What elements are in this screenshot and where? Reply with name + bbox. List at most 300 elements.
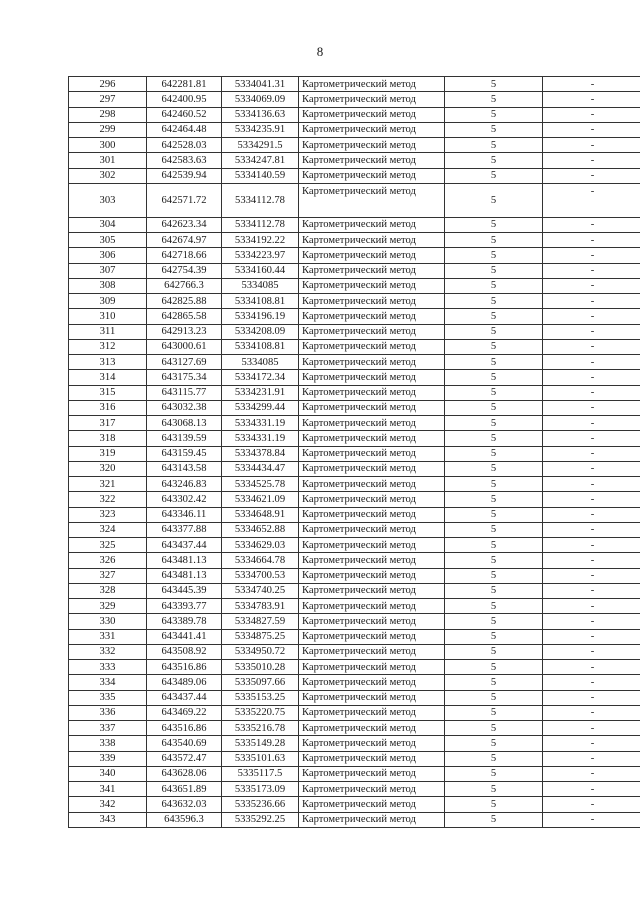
- y-coordinate-cell: 5334664.78: [222, 553, 299, 568]
- y-coordinate-cell: 5334112.78: [222, 217, 299, 232]
- point-number-cell: 336: [69, 705, 147, 720]
- point-number-cell: 309: [69, 294, 147, 309]
- y-coordinate-cell: 5334085: [222, 278, 299, 293]
- point-number-cell: 313: [69, 355, 147, 370]
- point-number-cell: 318: [69, 431, 147, 446]
- method-cell: Картометрический метод: [299, 797, 445, 812]
- point-number-cell: 306: [69, 248, 147, 263]
- y-coordinate-cell: 5334331.19: [222, 431, 299, 446]
- point-number-cell: 340: [69, 766, 147, 781]
- x-coordinate-cell: 643628.06: [147, 766, 222, 781]
- note-cell: -: [543, 766, 640, 781]
- point-number-cell: 305: [69, 233, 147, 248]
- x-coordinate-cell: 643651.89: [147, 782, 222, 797]
- point-number-cell: 307: [69, 263, 147, 278]
- accuracy-cell: 5: [445, 339, 543, 354]
- method-cell: Картометрический метод: [299, 507, 445, 522]
- x-coordinate-cell: 643068.13: [147, 416, 222, 431]
- point-number-cell: 303: [69, 183, 147, 217]
- x-coordinate-cell: 642825.88: [147, 294, 222, 309]
- table-row: [69, 614, 640, 629]
- y-coordinate-cell: 5334231.91: [222, 385, 299, 400]
- x-coordinate-cell: 643159.45: [147, 446, 222, 461]
- accuracy-cell: 5: [445, 553, 543, 568]
- y-coordinate-cell: 5335149.28: [222, 736, 299, 751]
- method-cell: Картометрический метод: [299, 339, 445, 354]
- y-coordinate-cell: 5334740.25: [222, 583, 299, 598]
- note-cell: -: [543, 309, 640, 324]
- note-cell: -: [543, 400, 640, 415]
- accuracy-cell: 5: [445, 568, 543, 583]
- accuracy-cell: 5: [445, 431, 543, 446]
- method-cell: Картометрический метод: [299, 705, 445, 720]
- note-cell: -: [543, 812, 640, 827]
- point-number-cell: 326: [69, 553, 147, 568]
- method-cell: Картометрический метод: [299, 629, 445, 644]
- point-number-cell: 324: [69, 522, 147, 537]
- y-coordinate-cell: 5334112.78: [222, 183, 299, 217]
- y-coordinate-cell: 5335220.75: [222, 705, 299, 720]
- x-coordinate-cell: 643393.77: [147, 599, 222, 614]
- note-cell: -: [543, 538, 640, 553]
- table-row: [69, 153, 640, 168]
- method-cell: Картометрический метод: [299, 736, 445, 751]
- table-row: [69, 309, 640, 324]
- method-cell: Картометрический метод: [299, 766, 445, 781]
- table-row: [69, 522, 640, 537]
- accuracy-cell: 5: [445, 599, 543, 614]
- y-coordinate-cell: 5334235.91: [222, 122, 299, 137]
- method-cell: Картометрический метод: [299, 599, 445, 614]
- note-cell: -: [543, 431, 640, 446]
- note-cell: -: [543, 138, 640, 153]
- point-number-cell: 299: [69, 122, 147, 137]
- point-number-cell: 321: [69, 477, 147, 492]
- accuracy-cell: 5: [445, 690, 543, 705]
- point-number-cell: 315: [69, 385, 147, 400]
- note-cell: -: [543, 477, 640, 492]
- x-coordinate-cell: 643127.69: [147, 355, 222, 370]
- point-number-cell: 337: [69, 721, 147, 736]
- note-cell: -: [543, 153, 640, 168]
- x-coordinate-cell: 643389.78: [147, 614, 222, 629]
- y-coordinate-cell: 5335010.28: [222, 660, 299, 675]
- point-number-cell: 342: [69, 797, 147, 812]
- point-number-cell: 319: [69, 446, 147, 461]
- x-coordinate-cell: 643516.86: [147, 721, 222, 736]
- accuracy-cell: 5: [445, 461, 543, 476]
- method-cell: Картометрический метод: [299, 446, 445, 461]
- point-number-cell: 331: [69, 629, 147, 644]
- y-coordinate-cell: 5334223.97: [222, 248, 299, 263]
- note-cell: -: [543, 183, 640, 217]
- table-row: [69, 324, 640, 339]
- method-cell: Картометрический метод: [299, 644, 445, 659]
- method-cell: Картометрический метод: [299, 183, 445, 217]
- y-coordinate-cell: 5334648.91: [222, 507, 299, 522]
- table-row: [69, 583, 640, 598]
- x-coordinate-cell: 643139.59: [147, 431, 222, 446]
- accuracy-cell: 5: [445, 122, 543, 137]
- x-coordinate-cell: 642913.23: [147, 324, 222, 339]
- table-row: [69, 263, 640, 278]
- x-coordinate-cell: 643441.41: [147, 629, 222, 644]
- y-coordinate-cell: 5334652.88: [222, 522, 299, 537]
- accuracy-cell: 5: [445, 263, 543, 278]
- x-coordinate-cell: 643437.44: [147, 538, 222, 553]
- table-row: [69, 77, 640, 92]
- table-row: [69, 339, 640, 354]
- x-coordinate-cell: 643377.88: [147, 522, 222, 537]
- method-cell: Картометрический метод: [299, 690, 445, 705]
- note-cell: -: [543, 644, 640, 659]
- y-coordinate-cell: 5335153.25: [222, 690, 299, 705]
- accuracy-cell: 5: [445, 92, 543, 107]
- x-coordinate-cell: 642528.03: [147, 138, 222, 153]
- table-row: [69, 355, 640, 370]
- accuracy-cell: 5: [445, 782, 543, 797]
- method-cell: Картометрический метод: [299, 431, 445, 446]
- point-number-cell: 327: [69, 568, 147, 583]
- accuracy-cell: 5: [445, 644, 543, 659]
- table-row: [69, 690, 640, 705]
- note-cell: -: [543, 370, 640, 385]
- method-cell: Картометрический метод: [299, 477, 445, 492]
- point-number-cell: 325: [69, 538, 147, 553]
- note-cell: -: [543, 721, 640, 736]
- x-coordinate-cell: 642539.94: [147, 168, 222, 183]
- table-row: [69, 217, 640, 232]
- accuracy-cell: 5: [445, 583, 543, 598]
- note-cell: -: [543, 217, 640, 232]
- accuracy-cell: 5: [445, 400, 543, 415]
- point-number-cell: 300: [69, 138, 147, 153]
- table-row: [69, 400, 640, 415]
- table-row: [69, 183, 640, 217]
- accuracy-cell: 5: [445, 385, 543, 400]
- accuracy-cell: 5: [445, 522, 543, 537]
- method-cell: Картометрический метод: [299, 675, 445, 690]
- table-row: [69, 122, 640, 137]
- note-cell: -: [543, 278, 640, 293]
- y-coordinate-cell: 5335292.25: [222, 812, 299, 827]
- table-row: [69, 370, 640, 385]
- y-coordinate-cell: 5334783.91: [222, 599, 299, 614]
- point-number-cell: 330: [69, 614, 147, 629]
- note-cell: -: [543, 77, 640, 92]
- accuracy-cell: 5: [445, 446, 543, 461]
- accuracy-cell: 5: [445, 107, 543, 122]
- point-number-cell: 338: [69, 736, 147, 751]
- y-coordinate-cell: 5334247.81: [222, 153, 299, 168]
- note-cell: -: [543, 690, 640, 705]
- table-row: [69, 477, 640, 492]
- note-cell: -: [543, 122, 640, 137]
- method-cell: Картометрический метод: [299, 614, 445, 629]
- page-number: 8: [316, 44, 324, 59]
- note-cell: -: [543, 553, 640, 568]
- note-cell: -: [543, 263, 640, 278]
- note-cell: -: [543, 568, 640, 583]
- point-number-cell: 308: [69, 278, 147, 293]
- table-row: [69, 644, 640, 659]
- y-coordinate-cell: 5334291.5: [222, 138, 299, 153]
- x-coordinate-cell: 643302.42: [147, 492, 222, 507]
- point-number-cell: 339: [69, 751, 147, 766]
- method-cell: Картометрический метод: [299, 263, 445, 278]
- coordinates-table-body: [69, 77, 640, 828]
- x-coordinate-cell: 643489.06: [147, 675, 222, 690]
- point-number-cell: 304: [69, 217, 147, 232]
- table-row: [69, 107, 640, 122]
- note-cell: -: [543, 461, 640, 476]
- note-cell: -: [543, 522, 640, 537]
- y-coordinate-cell: 5334085: [222, 355, 299, 370]
- y-coordinate-cell: 5334196.19: [222, 309, 299, 324]
- x-coordinate-cell: 643000.61: [147, 339, 222, 354]
- y-coordinate-cell: 5334700.53: [222, 568, 299, 583]
- x-coordinate-cell: 643175.34: [147, 370, 222, 385]
- x-coordinate-cell: 643481.13: [147, 553, 222, 568]
- method-cell: Картометрический метод: [299, 122, 445, 137]
- table-row: [69, 812, 640, 827]
- table-row: [69, 461, 640, 476]
- note-cell: -: [543, 107, 640, 122]
- y-coordinate-cell: 5335236.66: [222, 797, 299, 812]
- accuracy-cell: 5: [445, 324, 543, 339]
- x-coordinate-cell: 643469.22: [147, 705, 222, 720]
- table-row: [69, 660, 640, 675]
- point-number-cell: 312: [69, 339, 147, 354]
- method-cell: Картометрический метод: [299, 782, 445, 797]
- accuracy-cell: 5: [445, 766, 543, 781]
- note-cell: -: [543, 339, 640, 354]
- accuracy-cell: 5: [445, 660, 543, 675]
- method-cell: Картометрический метод: [299, 217, 445, 232]
- table-row: [69, 751, 640, 766]
- x-coordinate-cell: 643596.3: [147, 812, 222, 827]
- method-cell: Картометрический метод: [299, 278, 445, 293]
- method-cell: Картометрический метод: [299, 138, 445, 153]
- y-coordinate-cell: 5335101.63: [222, 751, 299, 766]
- x-coordinate-cell: 643481.13: [147, 568, 222, 583]
- note-cell: -: [543, 675, 640, 690]
- method-cell: Картометрический метод: [299, 400, 445, 415]
- method-cell: Картометрический метод: [299, 168, 445, 183]
- method-cell: Картометрический метод: [299, 370, 445, 385]
- method-cell: Картометрический метод: [299, 294, 445, 309]
- table-row: [69, 675, 640, 690]
- y-coordinate-cell: 5334378.84: [222, 446, 299, 461]
- accuracy-cell: 5: [445, 355, 543, 370]
- x-coordinate-cell: 643143.58: [147, 461, 222, 476]
- accuracy-cell: 5: [445, 751, 543, 766]
- x-coordinate-cell: 642623.34: [147, 217, 222, 232]
- method-cell: Картометрический метод: [299, 812, 445, 827]
- x-coordinate-cell: 643516.86: [147, 660, 222, 675]
- point-number-cell: 320: [69, 461, 147, 476]
- note-cell: -: [543, 751, 640, 766]
- x-coordinate-cell: 643346.11: [147, 507, 222, 522]
- y-coordinate-cell: 5334192.22: [222, 233, 299, 248]
- accuracy-cell: 5: [445, 217, 543, 232]
- accuracy-cell: 5: [445, 614, 543, 629]
- y-coordinate-cell: 5334827.59: [222, 614, 299, 629]
- table-row: [69, 92, 640, 107]
- point-number-cell: 311: [69, 324, 147, 339]
- point-number-cell: 317: [69, 416, 147, 431]
- x-coordinate-cell: 642583.63: [147, 153, 222, 168]
- x-coordinate-cell: 643032.38: [147, 400, 222, 415]
- y-coordinate-cell: 5334041.31: [222, 77, 299, 92]
- table-row: [69, 446, 640, 461]
- accuracy-cell: 5: [445, 538, 543, 553]
- accuracy-cell: 5: [445, 370, 543, 385]
- method-cell: Картометрический метод: [299, 324, 445, 339]
- table-row: [69, 797, 640, 812]
- accuracy-cell: 5: [445, 278, 543, 293]
- x-coordinate-cell: 643246.83: [147, 477, 222, 492]
- x-coordinate-cell: 643437.44: [147, 690, 222, 705]
- x-coordinate-cell: 642754.39: [147, 263, 222, 278]
- note-cell: -: [543, 233, 640, 248]
- note-cell: -: [543, 736, 640, 751]
- table-row: [69, 553, 640, 568]
- table-row: [69, 431, 640, 446]
- method-cell: Картометрический метод: [299, 107, 445, 122]
- method-cell: Картометрический метод: [299, 522, 445, 537]
- accuracy-cell: 5: [445, 736, 543, 751]
- accuracy-cell: 5: [445, 183, 543, 217]
- y-coordinate-cell: 5334140.59: [222, 168, 299, 183]
- accuracy-cell: 5: [445, 77, 543, 92]
- table-row: [69, 705, 640, 720]
- x-coordinate-cell: 642281.81: [147, 77, 222, 92]
- method-cell: Картометрический метод: [299, 538, 445, 553]
- note-cell: -: [543, 705, 640, 720]
- method-cell: Картометрический метод: [299, 553, 445, 568]
- table-row: [69, 629, 640, 644]
- note-cell: -: [543, 507, 640, 522]
- table-row: [69, 233, 640, 248]
- point-number-cell: 301: [69, 153, 147, 168]
- point-number-cell: 332: [69, 644, 147, 659]
- table-row: [69, 736, 640, 751]
- accuracy-cell: 5: [445, 309, 543, 324]
- table-row: [69, 168, 640, 183]
- note-cell: -: [543, 92, 640, 107]
- note-cell: -: [543, 355, 640, 370]
- accuracy-cell: 5: [445, 477, 543, 492]
- note-cell: -: [543, 599, 640, 614]
- method-cell: Картометрический метод: [299, 153, 445, 168]
- x-coordinate-cell: 642460.52: [147, 107, 222, 122]
- y-coordinate-cell: 5334525.78: [222, 477, 299, 492]
- x-coordinate-cell: 642718.66: [147, 248, 222, 263]
- point-number-cell: 322: [69, 492, 147, 507]
- accuracy-cell: 5: [445, 492, 543, 507]
- method-cell: Картометрический метод: [299, 583, 445, 598]
- y-coordinate-cell: 5334208.09: [222, 324, 299, 339]
- point-number-cell: 316: [69, 400, 147, 415]
- table-row: [69, 507, 640, 522]
- accuracy-cell: 5: [445, 629, 543, 644]
- accuracy-cell: 5: [445, 294, 543, 309]
- point-number-cell: 298: [69, 107, 147, 122]
- note-cell: -: [543, 248, 640, 263]
- method-cell: Картометрический метод: [299, 660, 445, 675]
- method-cell: Картометрический метод: [299, 461, 445, 476]
- note-cell: -: [543, 629, 640, 644]
- accuracy-cell: 5: [445, 416, 543, 431]
- y-coordinate-cell: 5334069.09: [222, 92, 299, 107]
- accuracy-cell: 5: [445, 153, 543, 168]
- x-coordinate-cell: 643508.92: [147, 644, 222, 659]
- x-coordinate-cell: 643572.47: [147, 751, 222, 766]
- note-cell: -: [543, 385, 640, 400]
- y-coordinate-cell: 5334299.44: [222, 400, 299, 415]
- y-coordinate-cell: 5335216.78: [222, 721, 299, 736]
- table-row: [69, 599, 640, 614]
- table-row: [69, 248, 640, 263]
- table-row: [69, 294, 640, 309]
- point-number-cell: 343: [69, 812, 147, 827]
- coordinates-table: [68, 76, 640, 828]
- y-coordinate-cell: 5334950.72: [222, 644, 299, 659]
- x-coordinate-cell: 643115.77: [147, 385, 222, 400]
- x-coordinate-cell: 643445.39: [147, 583, 222, 598]
- method-cell: Картометрический метод: [299, 568, 445, 583]
- method-cell: Картометрический метод: [299, 309, 445, 324]
- point-number-cell: 323: [69, 507, 147, 522]
- y-coordinate-cell: 5335097.66: [222, 675, 299, 690]
- note-cell: -: [543, 660, 640, 675]
- point-number-cell: 314: [69, 370, 147, 385]
- accuracy-cell: 5: [445, 233, 543, 248]
- method-cell: Картометрический метод: [299, 416, 445, 431]
- y-coordinate-cell: 5334629.03: [222, 538, 299, 553]
- point-number-cell: 296: [69, 77, 147, 92]
- point-number-cell: 310: [69, 309, 147, 324]
- note-cell: -: [543, 797, 640, 812]
- accuracy-cell: 5: [445, 812, 543, 827]
- point-number-cell: 302: [69, 168, 147, 183]
- x-coordinate-cell: 643540.69: [147, 736, 222, 751]
- x-coordinate-cell: 642400.95: [147, 92, 222, 107]
- table-row: [69, 782, 640, 797]
- accuracy-cell: 5: [445, 721, 543, 736]
- accuracy-cell: 5: [445, 705, 543, 720]
- y-coordinate-cell: 5334108.81: [222, 294, 299, 309]
- note-cell: -: [543, 492, 640, 507]
- x-coordinate-cell: 642766.3: [147, 278, 222, 293]
- table-row: [69, 492, 640, 507]
- note-cell: -: [543, 324, 640, 339]
- note-cell: -: [543, 294, 640, 309]
- y-coordinate-cell: 5334160.44: [222, 263, 299, 278]
- x-coordinate-cell: 642464.48: [147, 122, 222, 137]
- x-coordinate-cell: 642865.58: [147, 309, 222, 324]
- method-cell: Картометрический метод: [299, 233, 445, 248]
- note-cell: -: [543, 446, 640, 461]
- accuracy-cell: 5: [445, 248, 543, 263]
- y-coordinate-cell: 5334434.47: [222, 461, 299, 476]
- y-coordinate-cell: 5334875.25: [222, 629, 299, 644]
- table-row: [69, 538, 640, 553]
- method-cell: Картометрический метод: [299, 492, 445, 507]
- point-number-cell: 341: [69, 782, 147, 797]
- note-cell: -: [543, 583, 640, 598]
